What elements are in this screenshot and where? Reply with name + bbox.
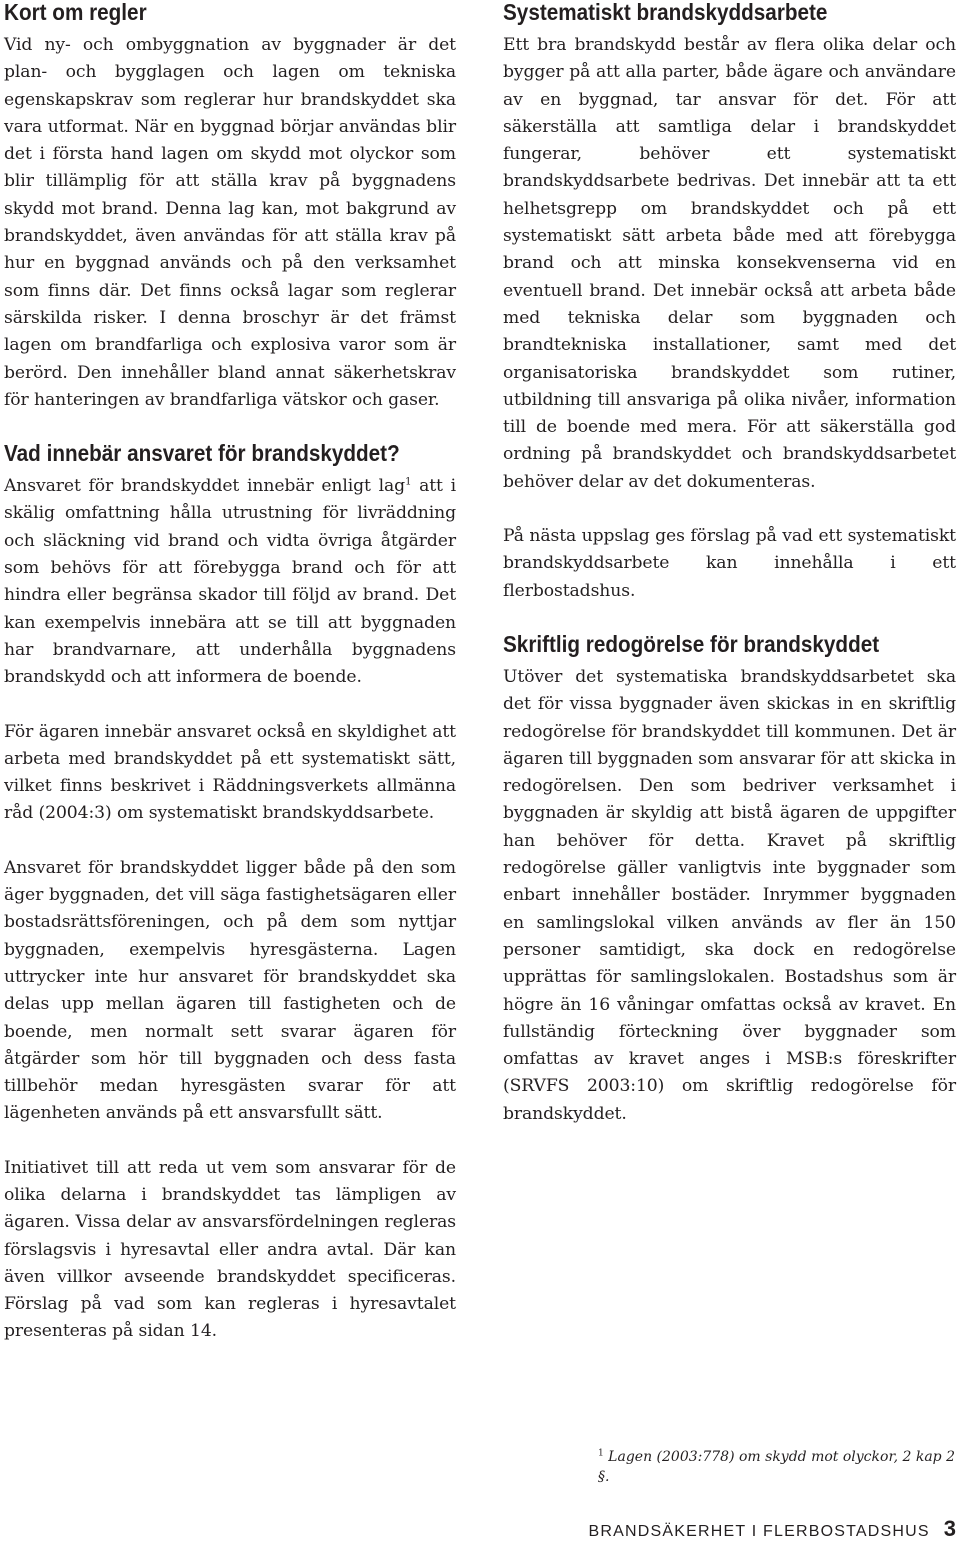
page-footer	[589, 1516, 957, 1542]
footer-title: BRANDSÄKERHET I FLERBOSTADSHUS	[588, 1523, 930, 1540]
paragraph-skriftlig-redogorelse: Utöver det systematiska brandskyddsarbetet ska det för vissa byggnader även skickas in en skriftlig redogörelse för brandskyddet till kommunen. Det är ägaren till byggnaden som ansvarar för att skicka in redogörelsen. Den som bedriver verksamhet i byggnaden är skyldig att bistå ägaren de uppgifter han behöver för detta. Kravet på skriftlig redogörelse gäller vanligtvis inte byggnader som enbart innehåller bostäder. Inrymmer byggnaden en samlingslokal vilken används av fler än 150 personer samtidigt, ska dock en redogörelse upprättas för samlingslokalen. Bostadshus som är högre än 16 våningar omfattas också av kravet. En fullständig förteckning över byggnader som omfattas av kravet anges i MSB:s föreskrifter (SRVFS 2003:10) om skriftlig redogörelse för brandskyddet.	[503, 666, 956, 1124]
paragraph-ansvar-2: För ägaren innebär ansvaret också en skyldighet att arbeta med brandskyddet på ett systematiskt sätt, vilket finns beskrivet i Räddningsverkets allmänna råd (2004:3) om systematiskt brandskyddsarbete.	[4, 721, 456, 824]
footnote	[598, 1447, 958, 1487]
footnote-marker: 1	[598, 1448, 604, 1459]
right-column	[503, 0, 956, 1128]
heading-systematiskt-brandskyddsarbete: Systematiskt brandskyddsarbete	[503, 0, 828, 25]
paragraph-systematiskt-1: Ett bra brandskydd består av flera olika delar och bygger på att alla parter, både ägare och användare av en byggnad, tar ansvar för det. För att säkerställa att samtliga delar i brandskyddet fungerar, behöver ett systematiskt brandskyddsarbete bedrivas. Det innebär att ta ett helhetsgrepp om brandskyddet och på ett systematiskt sätt arbeta både med att förebygga brand och att minska konsekvenserna vid en eventuell brand. Det innebär också att arbeta både med tekniska delar som byggnaden och brandtekniska installationer, samt med det organisatoriska brandskyddet som rutiner, utbildning till ansvariga på olika nivåer, information till de boende med mera. För att säkerställa god ordning på brandskyddet och brandskyddsarbetet behöver delar av det dokumenteras.	[503, 35, 956, 492]
footnote-text: Lagen (2003:778) om skydd mot olyckor, 2 kap 2 §.	[598, 1449, 955, 1485]
paragraph-ansvar-1-start: Ansvaret för brandskyddet innebär enligt lag	[4, 476, 406, 497]
paragraph-ansvar-3: Ansvaret för brandskyddet ligger både på den som äger byggnaden, det vill säga fastighetsägaren eller bostadsrättsföreningen, och på dem som nyttjar byggnaden, exempelvis hyresgästerna. Lagen uttrycker inte hur ansvaret för brandskyddet ska delas upp mellan ägaren till fastigheten och de boende, men normalt sett svarar ägaren för åtgärder som hör till byggnaden och dess fasta tillbehör medan hyresgästen svarar för att lägenheten används på ett ansvarsfullt sätt.	[4, 857, 456, 1124]
footnote-reference: 1	[405, 476, 412, 488]
heading-kort-om-regler: Kort om regler	[4, 0, 147, 25]
heading-ansvar: Vad innebär ansvaret för brandskyddet?	[4, 440, 400, 467]
paragraph-ansvar-1-rest: att i skälig omfattning hålla utrustning för livräddning och släckning vid brand och vidta övriga åtgärder som behövs för att förebygga brand och för att hindra eller begränsa skador till följd av brand. Det kan exempelvis innebära att se till att byggnaden har brandvarnare, att underhålla byggnadens brandskydd och att informera de boende.	[4, 476, 456, 688]
page-number: 3	[943, 1516, 956, 1541]
heading-skriftlig-redogorelse: Skriftlig redogörelse för brandskyddet	[503, 630, 880, 657]
paragraph-systematiskt-2: På nästa uppslag ges förslag på vad ett systematiskt brandskyddsarbete kan innehålla i ett flerbostadshus.	[503, 526, 956, 601]
paragraph-kort-om-regler: Vid ny- och ombyggnation av byggnader är det plan- och bygglagen och lagen om tekniska egenskapskrav som reglerar hur brandskyddet ska vara utformat. När en byggnad börjar användas blir det i första hand lagen om skydd mot olyckor som blir tillämplig för att ställa krav på byggnadens skydd mot brand. Denna lag kan, mot bakgrund av brandskyddet, även användas för att ställa krav på hur en byggnad används och på den verksamhet som finns där. Det finns också lagar som reglerar särskilda risker. I denna broschyr är det främst lagen om brandfarliga och explosiva varor som är berörd. Den innehåller bland annat säkerhetskrav för hanteringen av brandfarliga vätskor och gaser.	[4, 35, 456, 410]
paragraph-ansvar-1	[4, 473, 456, 691]
left-column	[4, 0, 456, 1346]
paragraph-ansvar-4: Initiativet till att reda ut vem som ansvarar för de olika delarna i brandskyddet tas lämpligen av ägaren. Vissa delar av ansvarsfördelningen regleras förslagsvis i hyresavtal eller andra avtal. Där kan även villkor avseende brandskyddet specificeras. Förslag på vad som kan regleras i hyresavtalet presenteras på sidan 14.	[4, 1157, 456, 1342]
